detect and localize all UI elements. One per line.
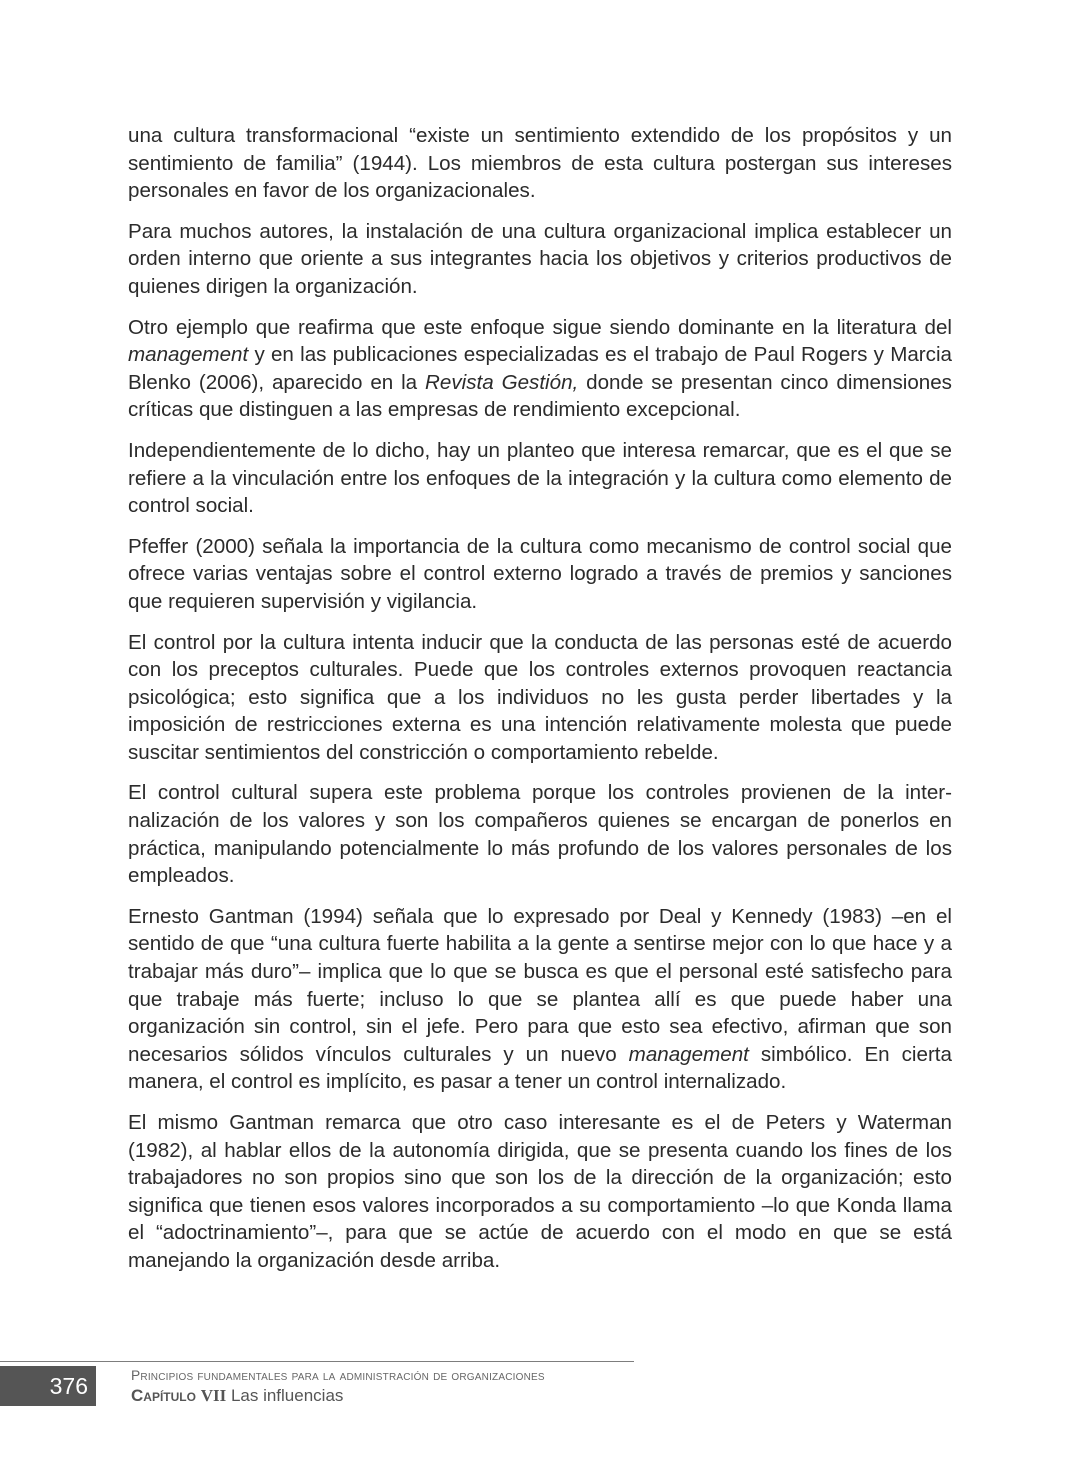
footer-divider — [0, 1361, 634, 1362]
chapter-number: VII — [200, 1386, 227, 1405]
paragraph-3-italic-revista: Revista Gestión, — [425, 370, 579, 394]
paragraph-2 — [128, 218, 952, 301]
paragraph-7 — [128, 779, 952, 889]
paragraph-9-text: El mismo Gantman remarca que otro caso interesante es el de Peters y Waterman (1982), al hablar ellos de la autonomía dirigida, que se presenta cuando los fines de los trabajadores no son propios sino que son los de la dirección de la organización; esto significa que tienen esos valores incorporados a su comportamiento –lo que Konda llama el “adoctrinamiento”–, para que se actúe de acuerdo con el modo en que se está manejando la organización desde arriba. — [128, 1111, 952, 1272]
paragraph-8-text-a: Ernesto Gantman (1994) señala que lo expresado por Deal y Kennedy (1983) –en el sentido de que “una cultura fuerte habilita a la gente a sentirse mejor con lo que hace y a trabajar más duro”– implica que lo que se busca es que el personal esté satisfecho para que trabaje más fuerte; incluso lo que se plantea allí es que puede haber una organización sin control, sin el jefe. Pero para que esto sea efectivo, afirman que son necesarios sólidos vínculos culturales y un nuevo — [128, 904, 952, 1066]
paragraph-3 — [128, 314, 952, 424]
paragraph-7-text: El control cultural supera este problema porque los controles provienen de la internalización de los valores y son los compañeros quienes se encargan de ponerlos en práctica, manipulando potencialmente lo más profundo de los valores personales de los empleados. — [128, 781, 952, 888]
paragraph-6-text: El control por la cultura intenta inducir que la conducta de las personas esté de acuerdo con los preceptos culturales. Puede que los controles externos provoquen reactancia psicológica; esto significa que a los individuos no les gusta perder libertades y la imposición de restricciones externa es una intención relativamente molesta que puede suscitar sentimientos del constricción o comportamiento rebelde. — [128, 630, 952, 764]
paragraph-4 — [128, 437, 952, 520]
paragraph-4-text: Independientemente de lo dicho, hay un planteo que interesa remarcar, que es el que se refiere a la vinculación entre los enfoques de la integración y la cultura como elemento de control social. — [128, 438, 952, 518]
page-number: 376 — [0, 1366, 96, 1406]
paragraph-3-text-c: donde se presentan cinco dimensiones críticas que distinguen a las empresas de rendimiento excepcional. — [128, 370, 952, 422]
paragraph-9 — [128, 1109, 952, 1275]
paragraph-3-text-b: y en las publicaciones especializadas es el trabajo de Paul Rogers y Marcia Blenko (2006), aparecido en la — [128, 343, 952, 394]
body-text — [128, 122, 952, 1288]
paragraph-1-text: una cultura transformacional “existe un sentimiento extendido de los propósitos y un sentimiento de familia” (1944). Los miembros de esta cultura postergan sus intereses personales en favor de los organizacionales. — [128, 124, 952, 203]
chapter-title: Las influencias — [230, 1386, 344, 1405]
paragraph-3-text-a: Otro ejemplo que reafirma que este enfoque sigue siendo dominante en la literatura del — [128, 315, 952, 339]
paragraph-8 — [128, 903, 952, 1096]
paragraph-8-italic-management: management — [628, 1042, 749, 1066]
running-book-title: Principios fundamentales para la administración de organizaciones — [131, 1368, 545, 1383]
paragraph-3-italic-management: management — [128, 343, 249, 367]
paragraph-2-text: Para muchos autores, la instalación de una cultura organizacional implica establecer un orden interno que oriente a sus integrantes hacia los objetivos y criterios productivos de quienes dirigen la organización. — [128, 219, 952, 298]
paragraph-6 — [128, 629, 952, 767]
paragraph-8-text-b: simbólico. En cierta manera, el control es implícito, es pasar a tener un control internalizado. — [128, 1042, 952, 1094]
chapter-heading — [131, 1386, 343, 1406]
paragraph-5 — [128, 533, 952, 616]
chapter-label: Capítulo — [131, 1386, 196, 1405]
paragraph-1 — [128, 122, 952, 205]
paragraph-5-text: Pfeffer (2000) señala la importancia de la cultura como mecanismo de control social que ofrece varias ventajas sobre el control externo logrado a través de premios y sanciones que requieren supervisión y vigilancia. — [128, 534, 952, 613]
